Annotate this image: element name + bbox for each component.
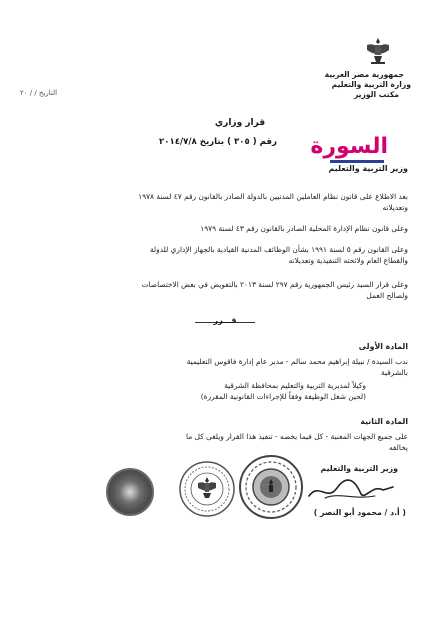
preamble-para4-line2: ولصالح العمل (366, 291, 408, 300)
logo-underline (330, 160, 384, 163)
official-stamp-icon (238, 454, 304, 520)
header-office: مكتب الوزير (353, 90, 399, 99)
decree-number-date: رقم ( ٣٠٥ ) بتاريخ ٢٠١٤/٧/٨ (159, 137, 277, 147)
signature-title: وزير التربية والتعليم (320, 464, 398, 473)
decides-text: قـــرر (213, 316, 237, 325)
preamble-para4-line1: وعلى قرار السيد رئيس الجمهورية رقم ٢٩٧ لسنة ٢٠١٣ بالتفويض في بعض الاختصاصات (141, 280, 408, 289)
decides-heading (195, 316, 255, 328)
preamble-para3-line2: والقطاع العام ولائحته التنفيذية وتعديلاته (288, 256, 408, 265)
ministry-stamp-icon (106, 468, 154, 516)
article2-line1: على جميع الجهات المعنية - كل فيما يخصه - تنفيذ هذا القرار ويلغى كل ما (186, 432, 408, 441)
minister-heading: وزير التربية والتعليم (328, 164, 408, 173)
header-ministry: وزارة التربية والتعليم (331, 80, 411, 89)
article1-line3: وكيلاً لمديرية التربية والتعليم بمحافظة الشرقية (224, 381, 366, 390)
article2-heading: المادة الثانية (360, 417, 408, 426)
article1-line1: ندب السيدة / نبيلة إبراهيم محمد سالم - مدير عام إدارة فاقوس التعليمية (186, 357, 408, 366)
decree-title: قرار وزاري (214, 118, 266, 128)
preamble-para3-line1: وعلى القانون رقم ٥ لسنة ١٩٩١ بشأن الوظائف المدنية القيادية بالجهاز الإداري للدولة (149, 245, 408, 254)
eagle-emblem-icon (364, 36, 392, 66)
article1-line2: بالشرقية (381, 368, 408, 377)
article1-line4: (لحين شغل الوظيفة وفقاً للإجراءات القانونية المقررة) (200, 392, 366, 401)
article2-line2: يخالفه (388, 443, 408, 452)
logo-text: السورة (310, 134, 388, 159)
signature-name: ( أ.د / محمود أبو النصر ) (313, 508, 406, 517)
date-field: التاريخ / / ٢٠ (20, 89, 58, 97)
republic-seal-icon (178, 460, 236, 518)
preamble-para1-line1: بعد الاطلاع على قانون نظام العاملين المدنيين بالدولة الصادر بالقانون رقم ٤٧ لسنة ١٩٧٨ (138, 192, 408, 201)
article1-heading: المادة الأولى (358, 342, 408, 351)
preamble-para2: وعلى قانون نظام الإدارة المحلية الصادر بالقانون رقم ٤٣ لسنة ١٩٧٩ (200, 224, 408, 233)
site-watermark-logo (310, 132, 388, 166)
handwritten-signature-icon (305, 478, 397, 504)
preamble-para1-line2: وتعديلاته (382, 203, 408, 212)
header-republic: جمهورية مصر العربية (324, 70, 404, 79)
